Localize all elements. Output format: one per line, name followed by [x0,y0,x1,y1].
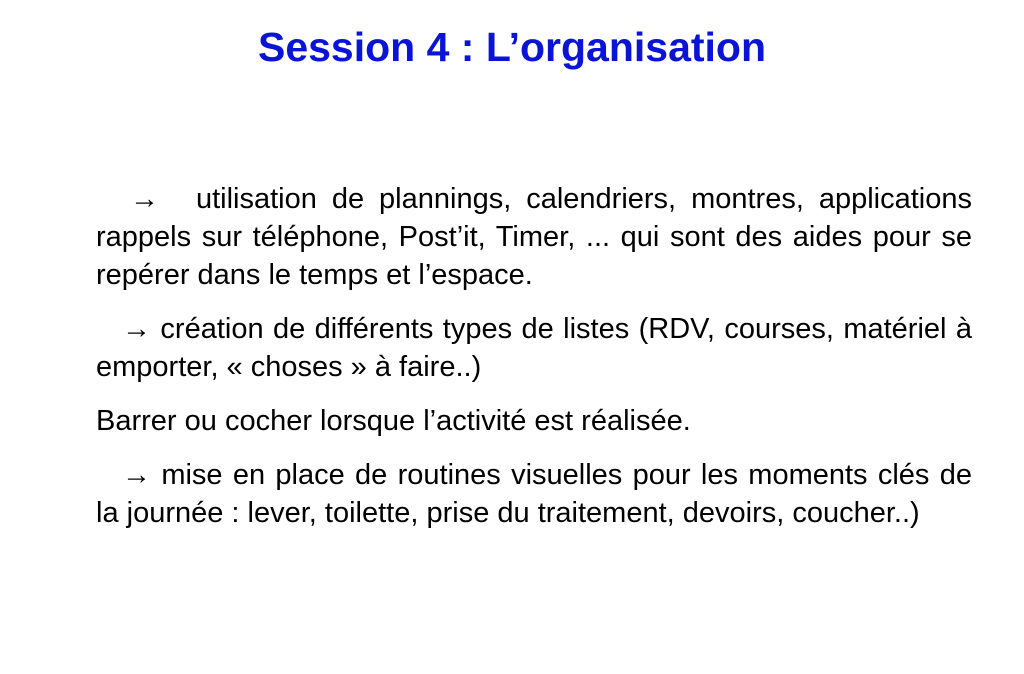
arrow-icon: → [122,459,151,491]
slide-body [96,180,972,548]
paragraph-text: Barrer ou cocher lorsque l’activité est réalisée. [96,405,691,437]
bullet-paragraph-lists [96,310,972,386]
bullet-paragraph-planning [96,180,972,294]
bullet-paragraph-routines [96,456,972,532]
paragraph-text: création de différents types de listes (RDV, courses, matériel à emporter, « choses » à faire..) [96,313,972,383]
slide-title: Session 4 : L’organisation [257,24,767,70]
paragraph-text: mise en place de routines visuelles pour les moments clés de la journée : lever, toilette, prise du traitement, devoirs, coucher..) [96,459,972,529]
paragraph-check-off [96,402,972,440]
paragraph-text: utilisation de plannings, calendriers, montres, applications rappels sur téléphone, Post’it, Timer, ... qui sont des aides pour se repérer dans le temps et l’espace. [96,183,972,291]
arrow-icon: → [130,183,159,215]
arrow-icon: → [122,313,151,345]
